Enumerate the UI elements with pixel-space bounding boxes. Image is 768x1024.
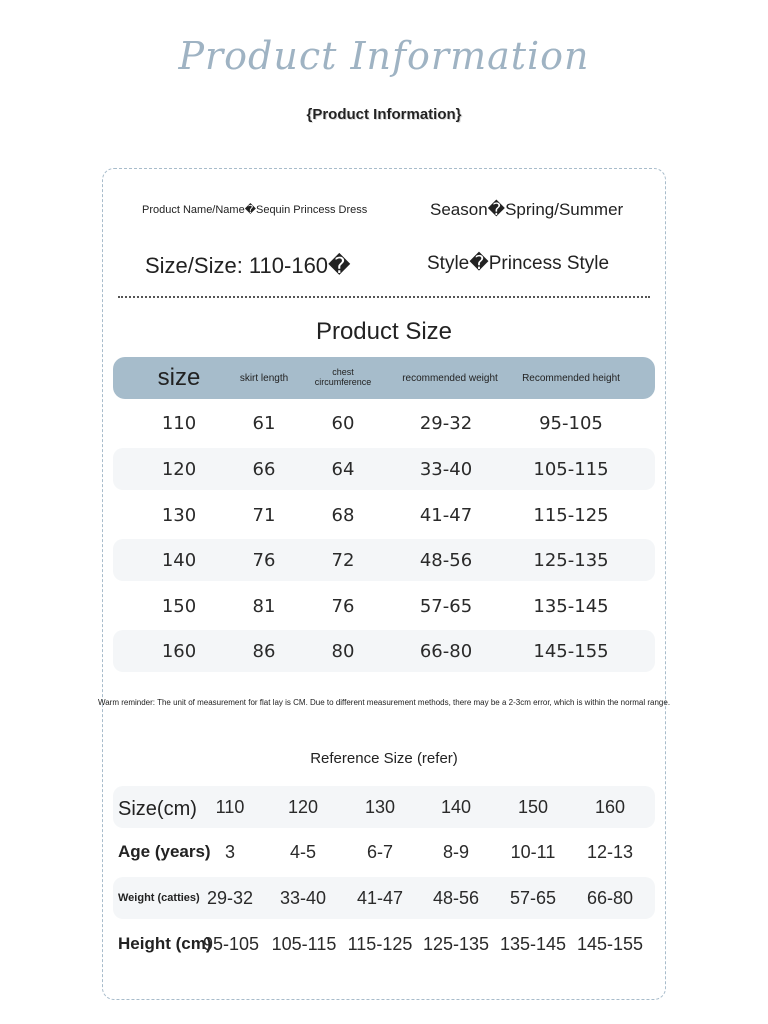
cell-chest: 64 [331, 458, 355, 480]
ref-cell: 105-115 [271, 933, 337, 954]
reference-size-title: Reference Size (refer) [310, 750, 458, 767]
ref-cell: 3 [224, 841, 235, 862]
cell-weight: 57-65 [419, 595, 473, 617]
row-label: Height (cm) [118, 934, 212, 953]
size-range-text: Size/Size: 110-160� [145, 253, 351, 278]
row-label: Age (years) [118, 842, 211, 861]
header-size: size [157, 363, 201, 391]
cell-height: 145-155 [533, 640, 609, 662]
cell-skirt: 61 [252, 412, 276, 434]
ref-cell: 4-5 [289, 841, 316, 862]
row-label: Size(cm) [118, 797, 197, 820]
cell-height: 115-125 [533, 504, 609, 526]
ref-cell: 130 [364, 796, 396, 817]
ref-cell: 110 [215, 796, 245, 817]
cell-skirt: 66 [252, 458, 276, 480]
cell-size: 120 [161, 458, 197, 480]
ref-cell: 10-11 [510, 841, 556, 862]
cell-size: 110 [161, 412, 197, 434]
cell-weight: 66-80 [419, 640, 473, 662]
ref-cell: 66-80 [586, 887, 634, 908]
cell-chest: 60 [331, 412, 355, 434]
cell-weight: 41-47 [419, 504, 473, 526]
cell-weight: 48-56 [419, 549, 473, 571]
ref-cell: 12-13 [586, 841, 634, 862]
season-text: Season�Spring/Summer [430, 200, 624, 219]
ref-cell: 145-155 [576, 933, 644, 954]
cell-size: 160 [161, 640, 197, 662]
cell-chest: 68 [331, 504, 355, 526]
cell-skirt: 76 [252, 549, 276, 571]
cell-height: 95-105 [539, 412, 603, 434]
cell-skirt: 71 [252, 504, 276, 526]
cell-size: 140 [161, 549, 197, 571]
ref-cell: 33-40 [279, 887, 327, 908]
measurement-note: Warm reminder: The unit of measurement for flat lay is CM. Due to different measurement methods, there may be a 2-3cm error, which is within the normal range. [97, 698, 671, 707]
cell-chest: 72 [331, 549, 355, 571]
style-text: Style�Princess Style [427, 253, 610, 274]
header-skirt-length: skirt length [239, 372, 289, 384]
row-label: Weight (catties) [118, 892, 200, 904]
cell-weight: 29-32 [419, 412, 473, 434]
cell-size: 150 [161, 595, 197, 617]
dotted-divider [118, 296, 650, 298]
header-height: Recommended height [522, 372, 620, 384]
ref-cell: 6-7 [366, 841, 393, 862]
header-chest: chest circumference [314, 367, 372, 387]
cell-height: 105-115 [533, 458, 609, 480]
cell-chest: 80 [331, 640, 355, 662]
page-subtitle: {Product Information} [306, 106, 462, 123]
ref-cell: 95-105 [202, 933, 260, 954]
ref-cell: 140 [440, 796, 472, 817]
ref-cell: 150 [517, 796, 549, 817]
info-card [102, 168, 666, 1000]
ref-cell: 135-145 [499, 933, 567, 954]
cell-chest: 76 [331, 595, 355, 617]
ref-cell: 48-56 [432, 887, 480, 908]
product-size-title: Product Size [315, 318, 453, 345]
ref-cell: 57-65 [509, 887, 557, 908]
ref-cell: 41-47 [356, 887, 404, 908]
header-weight: recommended weight [402, 372, 498, 384]
cell-height: 135-145 [533, 595, 609, 617]
ref-cell: 125-135 [422, 933, 490, 954]
cell-weight: 33-40 [419, 458, 473, 480]
cell-skirt: 86 [252, 640, 276, 662]
ref-cell: 8-9 [442, 841, 469, 862]
cell-height: 125-135 [533, 549, 609, 571]
ref-cell: 115-125 [347, 933, 413, 954]
ref-cell: 120 [287, 796, 319, 817]
cell-size: 130 [161, 504, 197, 526]
script-title: Product Information [178, 34, 590, 78]
ref-cell: 160 [594, 796, 626, 817]
cell-skirt: 81 [252, 595, 276, 617]
ref-cell: 29-32 [206, 887, 254, 908]
product-name-text: Product Name/Name�Sequin Princess Dress [142, 204, 368, 216]
